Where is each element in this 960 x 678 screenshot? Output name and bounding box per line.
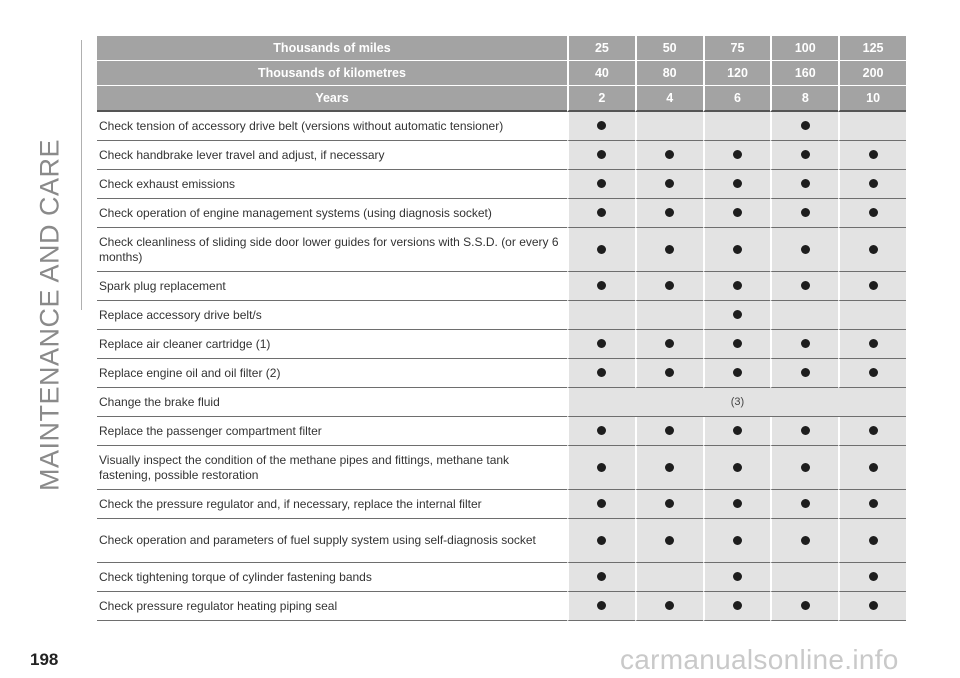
bullet-icon — [597, 368, 606, 377]
bullet-icon — [869, 150, 878, 159]
interval-cell — [838, 112, 906, 141]
bullet-icon — [801, 208, 810, 217]
interval-cell — [567, 519, 635, 563]
bullet-icon — [801, 245, 810, 254]
interval-cell — [635, 359, 703, 388]
maintenance-schedule-table — [97, 36, 906, 621]
bullet-icon — [869, 245, 878, 254]
interval-cell — [838, 330, 906, 359]
table-row — [97, 490, 906, 519]
bullet-icon — [597, 121, 606, 130]
bullet-icon — [801, 601, 810, 610]
bullet-icon — [597, 536, 606, 545]
header-value: 125 — [838, 36, 906, 61]
interval-cell — [635, 170, 703, 199]
header-value: 25 — [567, 36, 635, 61]
table-row — [97, 330, 906, 359]
watermark: carmanualsonline.info — [620, 644, 899, 675]
header-value: 160 — [770, 61, 838, 86]
interval-cell — [635, 563, 703, 592]
interval-cell — [703, 446, 771, 490]
operation-description: Change the brake fluid — [97, 388, 567, 417]
interval-cell — [703, 112, 771, 141]
operation-description: Check tightening torque of cylinder fastening bands — [97, 563, 567, 592]
interval-cell — [770, 563, 838, 592]
bullet-icon — [665, 601, 674, 610]
header-value: 75 — [703, 36, 771, 61]
interval-note: (3) — [567, 388, 906, 417]
interval-cell — [635, 490, 703, 519]
table-row — [97, 112, 906, 141]
operation-description: Replace accessory drive belt/s — [97, 301, 567, 330]
table-row — [97, 199, 906, 228]
bullet-icon — [597, 150, 606, 159]
interval-cell — [770, 301, 838, 330]
interval-cell — [567, 228, 635, 272]
bullet-icon — [597, 601, 606, 610]
operation-description: Check operation of engine management systems (using diagnosis socket) — [97, 199, 567, 228]
header-value: 50 — [635, 36, 703, 61]
operation-description: Replace engine oil and oil filter (2) — [97, 359, 567, 388]
operation-description: Spark plug replacement — [97, 272, 567, 301]
bullet-icon — [733, 536, 742, 545]
bullet-icon — [665, 499, 674, 508]
interval-cell — [770, 228, 838, 272]
bullet-icon — [733, 368, 742, 377]
header-value: 80 — [635, 61, 703, 86]
header-value: 100 — [770, 36, 838, 61]
bullet-icon — [869, 572, 878, 581]
bullet-icon — [869, 208, 878, 217]
interval-cell — [838, 228, 906, 272]
interval-cell — [703, 330, 771, 359]
interval-cell — [838, 563, 906, 592]
operation-description: Replace the passenger compartment filter — [97, 417, 567, 446]
table-row — [97, 170, 906, 199]
interval-cell — [770, 272, 838, 301]
table-row — [97, 563, 906, 592]
bullet-icon — [597, 208, 606, 217]
interval-cell — [770, 417, 838, 446]
bullet-icon — [733, 463, 742, 472]
bullet-icon — [869, 339, 878, 348]
interval-cell — [703, 359, 771, 388]
table-row — [97, 446, 906, 490]
table-row — [97, 592, 906, 621]
header-row — [97, 61, 906, 86]
interval-cell — [567, 417, 635, 446]
interval-cell — [567, 301, 635, 330]
interval-cell — [838, 490, 906, 519]
operation-description: Check tension of accessory drive belt (versions without automatic tensioner) — [97, 112, 567, 141]
header-value: 6 — [703, 86, 771, 112]
bullet-icon — [801, 499, 810, 508]
interval-cell — [703, 228, 771, 272]
interval-cell — [703, 417, 771, 446]
header-value: 4 — [635, 86, 703, 112]
interval-cell — [567, 112, 635, 141]
operation-description: Check pressure regulator heating piping seal — [97, 592, 567, 621]
interval-cell — [770, 359, 838, 388]
bullet-icon — [733, 310, 742, 319]
interval-cell — [703, 592, 771, 621]
interval-cell — [567, 330, 635, 359]
bullet-icon — [801, 368, 810, 377]
bullet-icon — [801, 281, 810, 290]
interval-cell — [635, 112, 703, 141]
interval-cell — [770, 170, 838, 199]
bullet-icon — [733, 245, 742, 254]
bullet-icon — [665, 536, 674, 545]
bullet-icon — [869, 463, 878, 472]
interval-cell — [770, 112, 838, 141]
interval-cell — [635, 301, 703, 330]
interval-cell — [635, 272, 703, 301]
operation-description: Check handbrake lever travel and adjust, if necessary — [97, 141, 567, 170]
interval-cell — [838, 417, 906, 446]
interval-cell — [703, 301, 771, 330]
bullet-icon — [733, 572, 742, 581]
table-row — [97, 141, 906, 170]
interval-cell — [635, 199, 703, 228]
schedule-body — [97, 112, 906, 621]
interval-cell — [703, 199, 771, 228]
bullet-icon — [665, 281, 674, 290]
bullet-icon — [733, 601, 742, 610]
operation-description: Check the pressure regulator and, if necessary, replace the internal filter — [97, 490, 567, 519]
interval-cell — [635, 592, 703, 621]
bullet-icon — [869, 179, 878, 188]
interval-cell — [838, 272, 906, 301]
bullet-icon — [869, 426, 878, 435]
interval-cell — [567, 446, 635, 490]
section-divider — [81, 40, 82, 310]
bullet-icon — [733, 208, 742, 217]
bullet-icon — [869, 499, 878, 508]
interval-cell — [567, 272, 635, 301]
table-row — [97, 388, 906, 417]
interval-cell — [567, 490, 635, 519]
bullet-icon — [665, 245, 674, 254]
header-value: 2 — [567, 86, 635, 112]
schedule-header — [97, 36, 906, 112]
interval-cell — [838, 301, 906, 330]
interval-cell — [770, 592, 838, 621]
bullet-icon — [597, 572, 606, 581]
table-row — [97, 301, 906, 330]
bullet-icon — [733, 499, 742, 508]
operation-description: Replace air cleaner cartridge (1) — [97, 330, 567, 359]
header-label: Thousands of kilometres — [97, 61, 567, 86]
table-row — [97, 519, 906, 563]
interval-cell — [703, 141, 771, 170]
interval-cell — [635, 519, 703, 563]
interval-cell — [567, 199, 635, 228]
interval-cell — [567, 592, 635, 621]
interval-cell — [635, 228, 703, 272]
header-value: 120 — [703, 61, 771, 86]
interval-cell — [567, 359, 635, 388]
bullet-icon — [733, 281, 742, 290]
header-value: 200 — [838, 61, 906, 86]
header-row — [97, 36, 906, 61]
bullet-icon — [665, 463, 674, 472]
bullet-icon — [665, 368, 674, 377]
bullet-icon — [801, 463, 810, 472]
bullet-icon — [597, 281, 606, 290]
header-label: Years — [97, 86, 567, 112]
bullet-icon — [597, 245, 606, 254]
bullet-icon — [869, 368, 878, 377]
operation-description: Check exhaust emissions — [97, 170, 567, 199]
interval-cell — [567, 141, 635, 170]
table-row — [97, 417, 906, 446]
bullet-icon — [597, 463, 606, 472]
bullet-icon — [869, 601, 878, 610]
header-value: 40 — [567, 61, 635, 86]
interval-cell — [770, 199, 838, 228]
interval-cell — [838, 592, 906, 621]
bullet-icon — [801, 426, 810, 435]
bullet-icon — [597, 499, 606, 508]
interval-cell — [567, 170, 635, 199]
bullet-icon — [665, 150, 674, 159]
header-value: 8 — [770, 86, 838, 112]
bullet-icon — [733, 426, 742, 435]
bullet-icon — [801, 179, 810, 188]
interval-cell — [635, 446, 703, 490]
interval-cell — [770, 446, 838, 490]
bullet-icon — [869, 281, 878, 290]
header-row — [97, 86, 906, 112]
bullet-icon — [801, 150, 810, 159]
header-label: Thousands of miles — [97, 36, 567, 61]
bullet-icon — [733, 150, 742, 159]
bullet-icon — [597, 339, 606, 348]
interval-cell — [770, 330, 838, 359]
operation-description: Visually inspect the condition of the methane pipes and fittings, methane tank fastening, possible restoration — [97, 446, 567, 490]
bullet-icon — [597, 179, 606, 188]
interval-cell — [703, 272, 771, 301]
operation-description: Check cleanliness of sliding side door lower guides for versions with S.S.D. (or every 6 months) — [97, 228, 567, 272]
header-value: 10 — [838, 86, 906, 112]
interval-cell — [703, 490, 771, 519]
bullet-icon — [665, 426, 674, 435]
bullet-icon — [665, 339, 674, 348]
interval-cell — [838, 141, 906, 170]
bullet-icon — [665, 208, 674, 217]
bullet-icon — [733, 339, 742, 348]
interval-cell — [567, 563, 635, 592]
table-row — [97, 359, 906, 388]
interval-cell — [635, 417, 703, 446]
interval-cell — [703, 519, 771, 563]
bullet-icon — [801, 339, 810, 348]
bullet-icon — [665, 179, 674, 188]
interval-cell — [838, 359, 906, 388]
table-row — [97, 272, 906, 301]
interval-cell — [703, 563, 771, 592]
interval-cell — [838, 170, 906, 199]
page-number: 198 — [30, 650, 59, 669]
bullet-icon — [801, 121, 810, 130]
operation-description: Check operation and parameters of fuel supply system using self-diagnosis socket — [97, 519, 567, 563]
interval-cell — [770, 519, 838, 563]
table-row — [97, 228, 906, 272]
interval-cell — [838, 446, 906, 490]
bullet-icon — [597, 426, 606, 435]
interval-cell — [703, 170, 771, 199]
interval-cell — [635, 141, 703, 170]
section-title-text: MAINTENANCE AND CARE — [34, 138, 65, 492]
bullet-icon — [733, 179, 742, 188]
bullet-icon — [869, 536, 878, 545]
interval-cell — [838, 199, 906, 228]
interval-cell — [838, 519, 906, 563]
interval-cell — [770, 141, 838, 170]
interval-cell — [770, 490, 838, 519]
interval-cell — [635, 330, 703, 359]
bullet-icon — [801, 536, 810, 545]
